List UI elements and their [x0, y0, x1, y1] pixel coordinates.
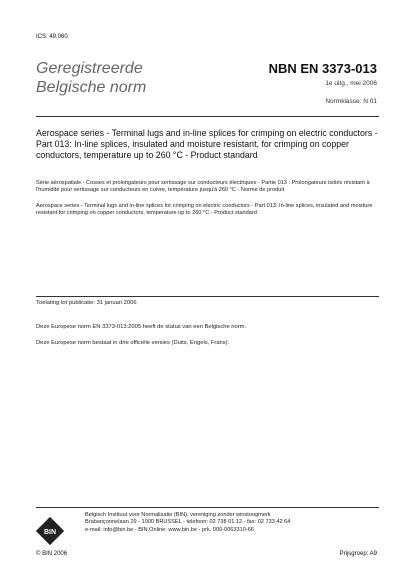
brand-line-2: Belgische norm [36, 79, 147, 96]
title-english: Aerospace series - Terminal lugs and in-line splices for crimping on electric conductors - Part 013: In-line splices, insulated and moisture resistant, for crimping on copper conductors, temperature up to 260 °C - Product standard [36, 128, 378, 160]
bin-logo [36, 517, 64, 545]
ics-code: ICS: 49.060 [36, 34, 68, 40]
standard-number: NBN EN 3373-013 [268, 61, 377, 76]
divider-bottom [36, 507, 379, 508]
divider-top [36, 116, 379, 117]
publication-status: Deze Europese norm EN 3373-013:2005 heeft de status van een Belgische norm. [36, 324, 247, 330]
brand-line-1: Geregistreerde [36, 60, 143, 77]
bin-logo-text: BIN [43, 529, 57, 536]
institute-address: Brabançonnelaan 29 - 1000 BRUSSEL - telefoon: 02 738 01 12 - fax: 02 733 42 64 [85, 519, 291, 526]
institute-contact: e-mail: info@bin.be - BIN Online: www.bin.be - prk. 000-0063310-66 [85, 526, 254, 533]
copyright: © BIN 2006 [36, 551, 68, 557]
title-french: Série aérospatiale - Cosses et prolongateurs pour sertissage sur conducteurs électriques - Partie 013 : Prolongateurs isolés résistant à l'humidité pour sertissage sur conducteurs en cuivre, température jusqu'à 260 °C - Norme de produit [36, 180, 370, 194]
divider-middle [36, 296, 379, 297]
title-german: Aerospace series - Terminal lugs and in-line splices for crimping on electric conductors - Part 013: In-line splices, insulated and moisture resistant for crimping on copper conductors, temperature up to 260 °C - Product standard [36, 203, 373, 217]
standard-classification: Normklasse: N 01 [325, 98, 377, 105]
publication-languages: Deze Europese norm bestaat in drie officiële versies (Duits, Engels, Frans). [36, 340, 230, 346]
institute-address-block [85, 512, 385, 534]
edition-date: 1e uitg., mei 2006 [325, 80, 377, 87]
registered-standard-label [36, 59, 146, 97]
price-group: Prijsgroep: A9 [339, 551, 377, 557]
publication-date: Toelating tot publicatie: 31 januari 2006 [36, 300, 137, 306]
institute-name: Belgisch Instituut voor Normalisatie (BIN), vereniging zonder winstoogmerk [85, 512, 271, 518]
bin-logo-icon [36, 517, 64, 545]
